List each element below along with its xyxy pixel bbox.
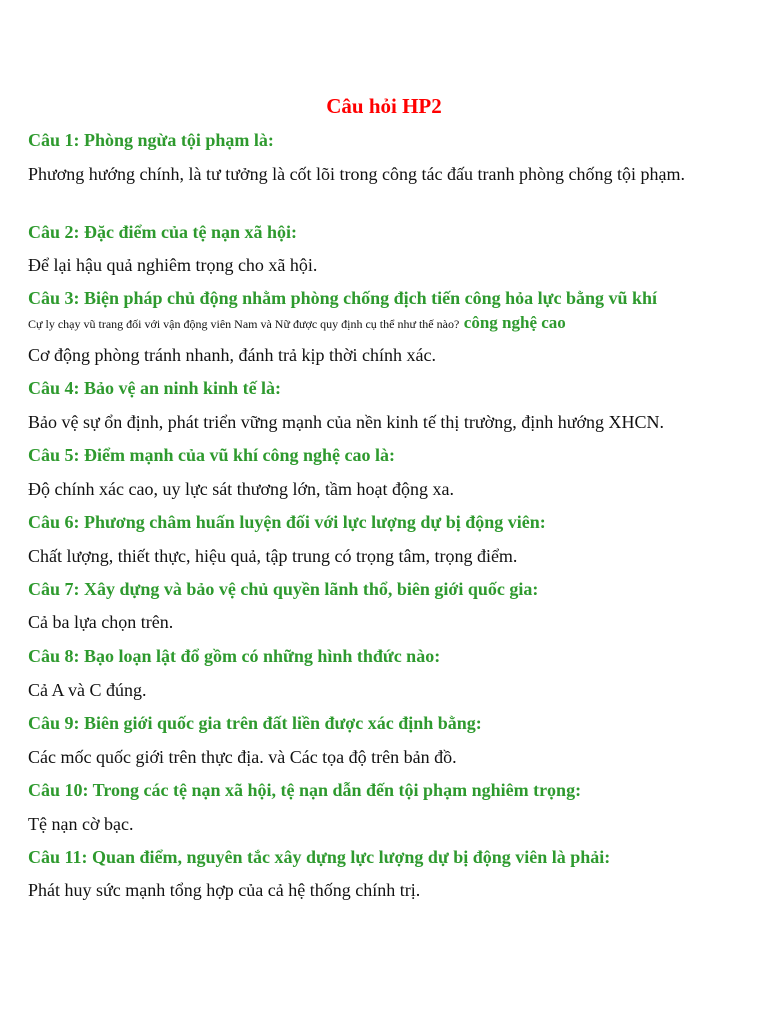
question-2: Câu 2: Đặc điểm của tệ nạn xã hội: xyxy=(28,222,297,242)
question-3-continued xyxy=(28,310,748,336)
page-title: Câu hỏi HP2 xyxy=(326,94,442,118)
question-6: Câu 6: Phương châm huấn luyện đối với lực lượng dự bị động viên: xyxy=(28,512,546,532)
question-3: Câu 3: Biện pháp chủ động nhằm phòng chống địch tiến công hỏa lực bằng vũ khí xyxy=(28,288,657,308)
answer-7: Cả ba lựa chọn trên. xyxy=(28,612,174,632)
answer-9: Các mốc quốc giới trên thực địa. và Các tọa độ trên bản đồ. xyxy=(28,747,457,767)
answer-11: Phát huy sức mạnh tổng hợp của cả hệ thống chính trị. xyxy=(28,880,421,900)
answer-2: Để lại hậu quả nghiêm trọng cho xã hội. xyxy=(28,255,318,275)
answer-6: Chất lượng, thiết thực, hiệu quả, tập trung có trọng tâm, trọng điểm. xyxy=(28,546,518,566)
question-11: Câu 11: Quan điểm, nguyên tắc xây dựng lực lượng dự bị động viên là phải: xyxy=(28,847,611,867)
answer-1: Phương hướng chính, là tư tưởng là cốt lõi trong công tác đấu tranh phòng chống tội phạm. xyxy=(28,164,685,184)
answer-10: Tệ nạn cờ bạc. xyxy=(28,814,134,834)
question-1: Câu 1: Phòng ngừa tội phạm là: xyxy=(28,130,274,150)
answer-8: Cả A và C đúng. xyxy=(28,680,147,700)
question-3-note: Cự ly chạy vũ trang đối với vận động viên Nam và Nữ được quy định cụ thể như thế nào? xyxy=(28,317,460,331)
question-8: Câu 8: Bạo loạn lật đổ gồm có những hình thđức nào: xyxy=(28,646,441,666)
question-7: Câu 7: Xây dựng và bảo vệ chủ quyền lãnh thổ, biên giới quốc gia: xyxy=(28,579,539,599)
answer-5: Độ chính xác cao, uy lực sát thương lớn, tầm hoạt động xa. xyxy=(28,479,454,499)
answer-4: Bảo vệ sự ổn định, phát triển vững mạnh của nền kinh tế thị trường, định hướng XHCN. xyxy=(28,412,664,432)
question-3-tail: công nghệ cao xyxy=(463,313,566,332)
question-9: Câu 9: Biên giới quốc gia trên đất liền được xác định bằng: xyxy=(28,713,482,733)
question-10: Câu 10: Trong các tệ nạn xã hội, tệ nạn dẫn đến tội phạm nghiêm trọng: xyxy=(28,780,582,800)
question-5: Câu 5: Điểm mạnh của vũ khí công nghệ cao là: xyxy=(28,445,396,465)
question-4: Câu 4: Bảo vệ an ninh kinh tế là: xyxy=(28,378,282,398)
answer-3: Cơ động phòng tránh nhanh, đánh trả kịp thời chính xác. xyxy=(28,345,436,365)
